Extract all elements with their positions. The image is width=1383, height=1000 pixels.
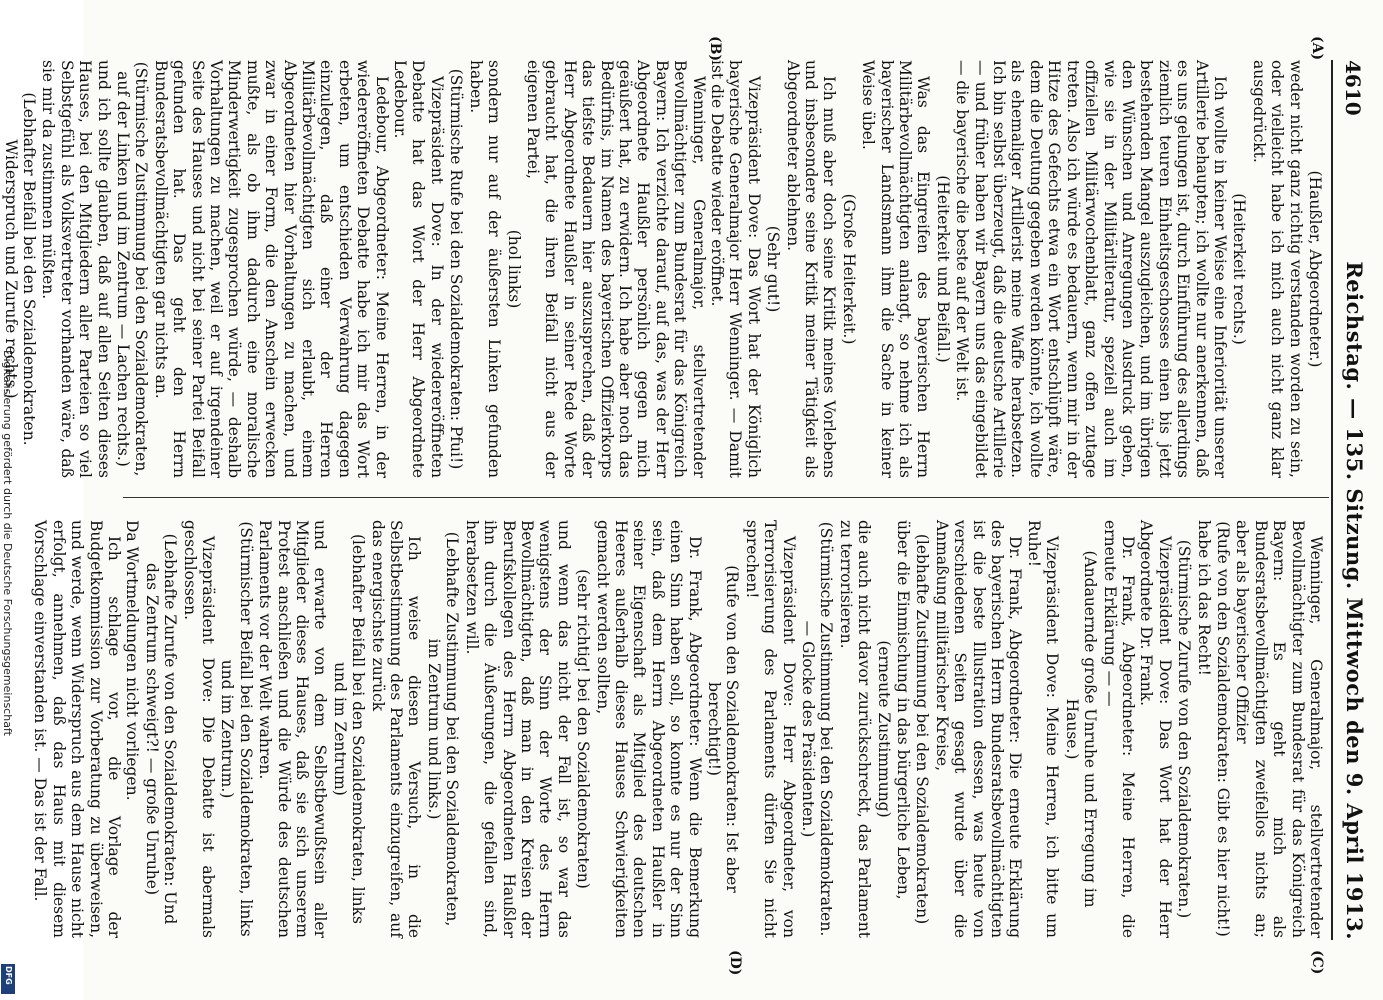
paragraph: Ich weise diesen Versuch, in die Selbstbestimmung des Parlaments einzugreifen, auf das energischste zurück xyxy=(368,520,424,938)
speech-turn: Vizepräsident Dove: Das Wort hat der Königlich bayerische Generalmajor Herr Wenninger. — Damit ist die Debatte wieder eröffnet. xyxy=(708,60,763,478)
interjection: (Rufe von den Sozialdemokraten: Gibt es hier nicht!) xyxy=(1213,521,1232,937)
paragraph: Ich wollte in keiner Weise eine Inferiorität unserer Artillerie behaupten; ich wollte nur anerkennen, daß es uns gelungen ist, durch Einführung des allerdings ziemlich teuren Einheitsgeschosses einen bis jetzt bestehenden Mangel auszugleichen, und im übrigen den Wünschen und Anregungen Ausdruck geben, wie sie in der Militärliteratur, speziell auch im offiziellen Militärwochenblatt, ganz offen zutage treten. Also ich würde es bedauern, wenn mir in der Hitze des Gefechts etwa ein Wort entschlüpft wäre, dem die Deutung gegeben werden könnte, ich wollte als ehemaliger Artillerist meine Waffe herabsetzen. Ich bin selbst überzeugt, daß die deutsche Artillerie — und früher haben wir Bayern uns das eingebildet — die bayerische die beste auf der Welt ist. xyxy=(953,60,1229,478)
interjection: (Stürmischer Beifall bei den Sozialdemokraten, links und im Zentrum.) xyxy=(218,521,255,937)
paragraph: habe ich das Recht! xyxy=(1194,520,1213,676)
interjection: (Lebhafter Beifall bei den Sozialdemokraten. Widerspruch und Zurufe rechts.) xyxy=(1,92,38,446)
speech-turn: Wenninger, Generalmajor, stellvertretender Bevollmächtigter zum Bundesrat für das Königreich Bayern: Ich verzichte darauf, auf das, was der Herr Abgeordnete Haußler persönlich gegen mich geäußert hat, zu erwidern. Ich habe aber noch das Bedürfnis, im Namen des bayerischen Offizierkorps das tiefste Bedauern hier auszusprechen, daß der Herr Abgeordnete Haußler in seiner Rede Worte gebraucht hat, die ihren Beifall nicht aus der eigenen Partei, xyxy=(523,60,708,478)
interjection: (erneute Zustimmung) xyxy=(874,640,893,818)
interjection: (Stürmische Rufe bei den Sozialdemokraten: Pfui!) xyxy=(447,68,466,470)
paragraph: über die Einmischung in das bürgerliche Leben, xyxy=(894,520,913,900)
speech-turn: Vizepräsident Dove: Herr Abgeordneter, von Terrorisierung des Parlaments dürfen Sie nicht sprechen! xyxy=(742,520,798,938)
speech-turn: Ledebour, Abgeordneter: Meine Herren, in der wiedereröffneten Debatte habe ich mir das Wort erbeten, um entschieden Verwahrung dagegen einzulegen, daß einer der Herren Militärbevollmächtigten sich erlaubt, einem Abgeordneten hier Vorhaltungen zu machen, und zwar in einer Form, die den Anschein erwecken mußte, als ob ihm dadurch eine moralische Minderwertigkeit zugesprochen würde, — deshalb Vorhaltungen zu machen, weil er auf irgendeiner Seite des Hauses und nicht bei seiner Partei Beifall gefunden hat. Das geht den Herrn Bundesratsbevollmächtigten gar nichts an. xyxy=(151,60,391,478)
dfg-logo-text: DFG xyxy=(4,966,13,985)
interjection: (Stürmische Zurufe von den Sozialdemokraten.) xyxy=(1175,539,1194,919)
speech-turn: Vizepräsident Dove: Die Debatte ist abermals geschlossen. xyxy=(180,520,218,938)
speech-turn: Vizepräsident Dove: In der wiedereröffneten Debatte hat das Wort der Herr Abgeordnete Ledebour. xyxy=(391,60,446,478)
paragraph: sondern nur auf der äußersten Linken gefunden haben. xyxy=(466,60,504,478)
paragraph: weder nicht ganz richtig verstanden worden zu sein, oder vielleicht habe ich mich auch nicht ganz klar ausgedrückt. xyxy=(1249,60,1305,478)
left-column xyxy=(1,60,1325,478)
paragraph: und wenn das nicht der Fall ist, so war das wenigstens der Sinn der Worte des Herrn Bevollmächtigten, daß man in den Kreisen der Berufskollegen des Herrn Abgeordneten Haußler ihn durch die Äußerungen, die gefallen sind, herabsetzen will. xyxy=(462,520,573,938)
interjection: (Lebhafte Zurufe von den Sozialdemokraten: Und das Zentrum schweigt?! — große Unruhe) xyxy=(142,533,180,925)
paragraph: die auch nicht davor zurückschreckt, das Parlament zu terrorisieren. xyxy=(836,520,874,938)
page-number: 4610 xyxy=(1341,60,1365,116)
speech-turn: Dr. Frank, Abgeordneter: Meine Herren, die erneute Erklärung — — xyxy=(1100,520,1137,938)
interjection: (Heiterkeit rechts.) xyxy=(1230,193,1249,345)
margin-mark-a: (A) xyxy=(1309,36,1325,61)
interjection: (hol links) xyxy=(504,229,523,309)
dfg-logo xyxy=(1,964,15,994)
margin-mark-b: (B) xyxy=(707,36,723,62)
interjection: (sehr richtig! bei den Sozialdemokraten) xyxy=(574,569,593,889)
column-divider xyxy=(123,497,1329,498)
paragraph: und ich sollte glauben, daß auf allen Seiten dieses Hauses, bei den Mitgliedern aller Parteien so viel Selbstgefühl als Volksvertreter vorhanden wäre, daß sie mir da zustimmen müßten. xyxy=(39,60,113,478)
paragraph: Ich muß aber doch seine Kritik meines Vorlebens und insbesondere seine Kritik meiner Tätigkeit als Abgeordneter ablehnen. xyxy=(783,60,839,478)
speech-turn: Vizepräsident Dove: Das Wort hat der Herr Abgeordnete Dr. Frank. xyxy=(1137,520,1174,938)
interjection: (Sehr gut!) xyxy=(764,225,783,313)
margin-mark-c: (C) xyxy=(1309,950,1325,975)
interjection: (Lebhafte Zustimmung bei den Sozialdemokraten, im Zentrum und links.) xyxy=(424,531,462,927)
speech-turn: Dr. Frank, Abgeordneter: Wenn die Bemerkung einen Sinn haben soll, so konnte es nur der Sinn sein, daß dem Herrn Abgeordneten Haußler in seiner Eigenschaft als Mitglied des deutschen Heeres außerhalb dieses Hauses Schwierigkeiten gemacht werden sollten, xyxy=(593,520,704,938)
page-header xyxy=(1331,60,1373,940)
margin-mark-d: (D) xyxy=(727,950,743,976)
right-column xyxy=(31,520,1325,938)
paragraph: Da Wortmeldungen nicht vorliegen. xyxy=(123,520,142,801)
interjection: (Rufe von den Sozialdemokraten: Ist aber berechtigt!) xyxy=(705,565,742,893)
speech-turn: Vizepräsident Dove: Meine Herren, ich bitte um Ruhe! xyxy=(1024,520,1062,938)
interjection: (Stürmische Zustimmung bei den Sozialdemokraten, auf der Linken und im Zentrum — Lachen rechts.) xyxy=(114,61,151,477)
paragraph: und erwarte von dem Selbstbewußtsein aller Mitglieder dieses Hauses, daß sie sich unserem Protest anschließen und die Würde des deutschen Parlaments vor der Welt wahren. xyxy=(256,520,330,938)
interjection: (Große Heiterkeit.) xyxy=(839,193,858,345)
paragraph: Ich schlage vor, die Vorlage der Budgetkommission zur Vorberatung zu überweisen, und werde, wenn Widerspruch aus dem Hause nicht erfolgt, annehmen, daß das Haus mit diesem Vorschlage einverstanden ist. — Das ist der Fall. xyxy=(31,520,123,938)
speech-turn: Wenninger, Generalmajor, stellvertretender Bevollmächtigter zum Bundesrat für das Königreich Bayern: Es geht mich als Bundesratsbevollmächtigten zweifellos nichts an; aber als bayerischer Offizier xyxy=(1233,520,1325,938)
interjection: (lebhafter Beifall bei den Sozialdemokraten, links und im Zentrum) xyxy=(330,533,368,925)
interjection: (Stürmische Zustimmung bei den Sozialdemokraten. — Glocke des Präsidenten.) xyxy=(799,521,836,937)
interjection: (Heiterkeit und Beifall.) xyxy=(933,175,952,363)
digitization-credit-text: Digitalisierung gefördert durch die Deutsche Forschungsgemeinschaft xyxy=(1,350,14,736)
interjection: (lebhafte Zustimmung bei den Sozialdemokraten) xyxy=(913,533,932,925)
running-head: Reichstag. — 135. Sitzung. Mittwoch den 9. April 1913. xyxy=(1342,261,1367,940)
speech-turn: Dr. Frank, Abgeordneter: Die erneute Erklärung des bayerischen Herrn Bundesratsbevollmächtigten ist die beste Illustration dessen, was heute von verschiedenen Seiten gesagt wurde über die Anmaßung militärischer Kreise, xyxy=(932,520,1025,938)
interjection: (Andauernde große Unruhe und Erregung im Hause.) xyxy=(1062,550,1100,908)
paragraph: Was das Eingreifen des bayerischen Herrn Militärbevollmächtigten anlangt, so nehme ich als bayerischer Landsmann ihm die Sache in keiner Weise übel. xyxy=(859,60,933,478)
speaker-context: (Haußler, Abgeordneter.) xyxy=(1306,170,1324,368)
